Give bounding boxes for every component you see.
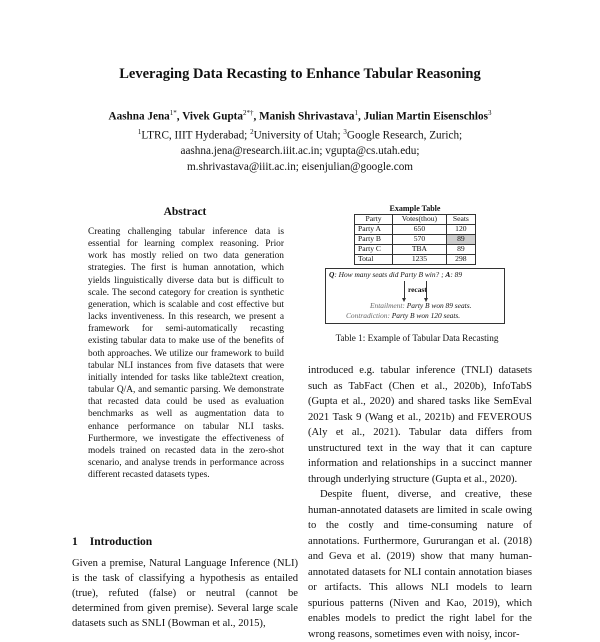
abstract-heading: Abstract [163, 206, 207, 218]
author-name: Vivek Gupta [182, 110, 244, 123]
section-title: Introduction [89, 536, 153, 548]
paper-title: Leveraging Data Recasting to Enhance Tabular Reasoning [119, 66, 481, 82]
table-cell: Party B [355, 234, 393, 244]
table-row [355, 224, 476, 234]
table-cell: 1235 [393, 254, 447, 264]
table-cell: 298 [446, 254, 475, 264]
intro-paragraph: Given a premise, Natural Language Inference (NLI) is the task of classifying a hypothesis as entailed (true), refuted (false) or neutral (cannot be determined from given premise). Several large scale datasets such as SNLI (Bowman et al., 2015), [72, 558, 298, 630]
table-cell: TBA [393, 244, 447, 254]
table-header: Votes(thou) [393, 215, 447, 225]
example-table [354, 214, 476, 265]
table-cell: Party A [355, 224, 393, 234]
entailment-hypothesis: Entailment: Party B won 89 seats. [370, 301, 472, 310]
author-name: Aashna Jena [108, 110, 170, 123]
highlighted-cell: 89 [446, 234, 475, 244]
abstract-text: Creating challenging tabular inference data is essential for learning complex reasoning. Prior work has mostly relied on two data generation strategies. The first is human annotation, which yields linguistically diverse data but is difficult to scale. The second category for creation is synthetic generation, which is scalable and cost effective but lacks inventiveness. In this research, we present a framework for semi-automatically recasting existing tabular data to make use of the benefits of both approaches. We utilize our framework to build tabular NLI instances from five datasets that were initially intended for tasks like table2text creation, tabular Q/A, and semantic parsing. We demonstrate that recasted data could be used as evaluation benchmarks as well as augmentation data to enhance performance on tabular NLI tasks. Furthermore, we investigate the effectiveness of models trained on recasted data in the zero-shot scenario, and analyse trends in performance across different recasted datasets types. [88, 227, 284, 481]
table-cell: 650 [393, 224, 447, 234]
intro-paragraph: Despite fluent, diverse, and creative, these human-annotated datasets are limited in scale owing to the costly and time-consuming nature of annotations. Furthermore, Gururangan et al. (2018) and Geva et al. (2019) show that many human-annotated datasets for NLI contain annotation biases or artifacts. This allows NLI models to learn spurious patterns (Niven and Kao, 2019), which enables models to predict the right label for the wrong reasons, sometimes even with noisy, incor- [308, 489, 532, 640]
table-title: Example Table [389, 204, 441, 213]
recast-label: recast [408, 285, 427, 294]
table-caption: Table 1: Example of Tabular Data Recasting [335, 333, 499, 343]
section-number: 1 [72, 536, 78, 548]
table-header: Party [355, 215, 393, 225]
author-name: Julian Martin Eisenschlos [363, 110, 488, 123]
table-cell: Total [355, 254, 393, 264]
table-row [355, 244, 476, 254]
table-header: Seats [446, 215, 475, 225]
author-block [0, 106, 600, 175]
table-cell: Party C [355, 244, 393, 254]
qa-question: Q: How many seats did Party B win? ; A: 89 [329, 270, 463, 279]
contradiction-hypothesis: Contradiction: Party B won 120 seats. [346, 311, 461, 320]
down-arrow-icon [404, 281, 405, 299]
email-line: m.shrivastava@iiit.ac.in; eisenjulian@google.com [187, 160, 413, 173]
table-row [355, 254, 476, 264]
intro-right-column [308, 363, 532, 642]
table-row [355, 234, 476, 244]
section-heading [72, 536, 152, 548]
table-cell: 120 [446, 224, 475, 234]
table-header-row [355, 215, 476, 225]
recast-example-box [325, 268, 505, 324]
email-line: aashna.jena@research.iiit.ac.in; vgupta@cs.utah.edu; [180, 145, 420, 158]
author-list: Aashna Jena$^{1*}$, Vivek Gupta$^{2*\dagger}$, Manish Shrivastava$^1$, Julian Martin Eisenschlos$^3$ [108, 109, 492, 123]
table-cell: 570 [393, 234, 447, 244]
intro-paragraph: introduced e.g. tabular inference (TNLI) datasets such as TabFact (Chen et al., 2020b), InfoTabS (Gupta et al., 2020) and shared tasks like SemEval 2021 Task 9 (Wang et al., 2021b) and FEVEROUS (Aly et al., 2021). Tabular data differs from unstructured text in the way that it can capture information and relationships in a succinct manner through underlying structure (Gupta et al., 2020). [308, 365, 532, 485]
author-name: Manish Shrivastava [259, 110, 355, 123]
affiliations: $^1$LTRC, IIIT Hyderabad; $^2$University of Utah; $^3$Google Research, Zurich; [137, 128, 463, 142]
example-table-figure [352, 204, 478, 265]
table-cell: 89 [446, 244, 475, 254]
